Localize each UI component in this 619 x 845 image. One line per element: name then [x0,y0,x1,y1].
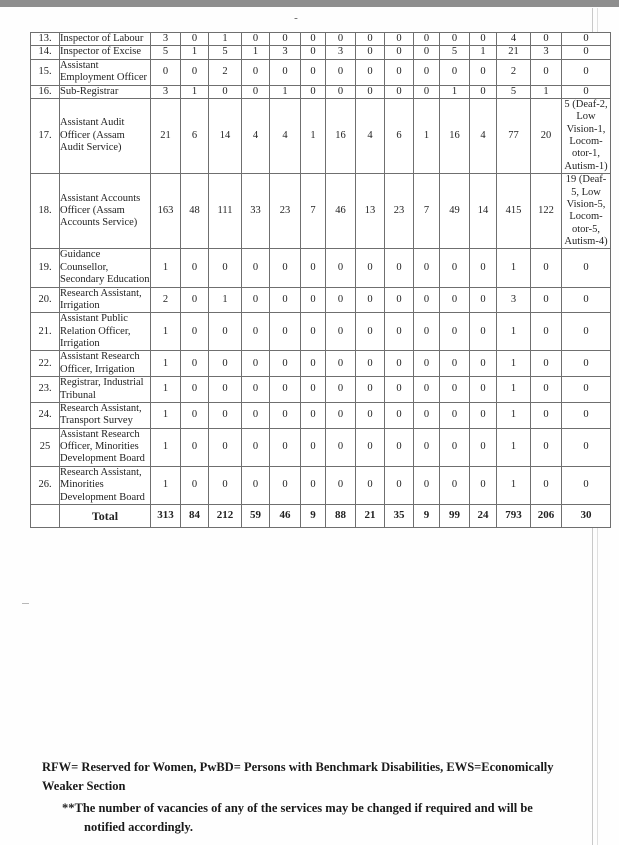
cell-value: 16 [440,98,470,173]
cell-value: 0 [531,466,562,504]
cell-value: 14 [209,98,242,173]
cell-value: 0 [270,59,301,85]
cell-value: 0 [562,85,611,98]
cell-value: 1 [181,85,209,98]
cell-value: 0 [562,351,611,377]
cell-value: 0 [531,402,562,428]
cell-value: 0 [440,313,470,351]
cell-value: 0 [209,377,242,403]
cell-value: 5 [151,46,181,59]
cell-post-name: Assistant Employment Officer [60,59,151,85]
cell-post-name: Inspector of Labour [60,33,151,46]
cell-serial-number: 14. [31,46,60,59]
cell-value: 0 [356,59,385,85]
cell-post-name: Research Assistant, Transport Survey [60,402,151,428]
cell-value: 48 [181,174,209,249]
cell-value: 30 [562,504,611,527]
table-row [31,98,611,173]
cell-value: 3 [270,46,301,59]
cell-value: 6 [181,98,209,173]
cell-value: 0 [209,249,242,287]
cell-value: 1 [151,351,181,377]
cell-value: 0 [356,33,385,46]
cell-value: 0 [414,377,440,403]
cell-value: 0 [181,249,209,287]
cell-value: 0 [562,466,611,504]
cell-value: 212 [209,504,242,527]
cell-value: 0 [470,377,497,403]
cell-value: 0 [209,85,242,98]
cell-value: 1 [497,402,531,428]
cell-value: 0 [385,59,414,85]
cell-value: 0 [470,351,497,377]
cell-value: 0 [385,428,414,466]
cell-serial-number: 15. [31,59,60,85]
cell-value: 1 [440,85,470,98]
cell-value: 0 [414,402,440,428]
cell-value: 1 [151,249,181,287]
page-margin-tick [22,603,29,604]
cell-value: 0 [385,85,414,98]
cell-value: 0 [531,313,562,351]
cell-value: 0 [242,59,270,85]
cell-value: 0 [356,402,385,428]
cell-value: 0 [301,466,326,504]
cell-value: 1 [497,377,531,403]
cell-value: 1 [497,466,531,504]
cell-value: 35 [385,504,414,527]
cell-serial-number: 13. [31,33,60,46]
cell-value: 7 [414,174,440,249]
cell-value: 0 [531,59,562,85]
table-row [31,351,611,377]
cell-value: 46 [270,504,301,527]
cell-value: 0 [414,46,440,59]
cell-value: 0 [385,351,414,377]
cell-value: 0 [385,466,414,504]
cell-value: 163 [151,174,181,249]
cell-value: 0 [242,249,270,287]
cell-value: 0 [440,287,470,313]
cell-value: 0 [440,466,470,504]
cell-value: 24 [470,504,497,527]
cell-value: 0 [326,402,356,428]
cell-value: 0 [270,287,301,313]
cell-value: 1 [470,46,497,59]
cell-value: 1 [209,33,242,46]
cell-value: 0 [440,377,470,403]
cell-value: 0 [270,33,301,46]
cell-serial-number: 21. [31,313,60,351]
cell-value: 4 [497,33,531,46]
vacancy-table-body [31,33,611,528]
cell-value: 0 [470,33,497,46]
cell-value: 0 [356,428,385,466]
cell-value: 0 [326,313,356,351]
cell-value: 0 [326,85,356,98]
cell-value: 0 [385,33,414,46]
cell-value: 0 [385,287,414,313]
cell-value: 0 [356,351,385,377]
cell-value: 0 [242,351,270,377]
cell-value: 0 [242,33,270,46]
cell-value: 1 [497,249,531,287]
cell-value: 0 [270,402,301,428]
cell-value: 0 [270,313,301,351]
cell-value: 0 [209,313,242,351]
cell-value: 0 [440,402,470,428]
cell-serial-number: 23. [31,377,60,403]
cell-value: 0 [531,287,562,313]
cell-value: 0 [414,59,440,85]
cell-value: 7 [301,174,326,249]
cell-value: 1 [497,428,531,466]
cell-value: 9 [301,504,326,527]
cell-value: 0 [326,351,356,377]
cell-value: 0 [301,249,326,287]
cell-value: 3 [151,33,181,46]
cell-value: 0 [209,402,242,428]
cell-post-name: Assistant Accounts Officer (Assam Accounts Service) [60,174,151,249]
page-top-mark: - [294,12,298,24]
cell-value: 3 [326,46,356,59]
cell-value: 0 [562,46,611,59]
cell-value: 0 [301,33,326,46]
cell-value: 0 [301,85,326,98]
cell-post-name: Assistant Research Officer, Minorities Development Board [60,428,151,466]
cell-value: 0 [385,377,414,403]
cell-value: 0 [242,428,270,466]
cell-value: 0 [326,249,356,287]
cell-value: 0 [562,249,611,287]
cell-serial-number: 19. [31,249,60,287]
cell-value: 20 [531,98,562,173]
cell-value: 0 [562,377,611,403]
cell-value: 0 [531,377,562,403]
cell-value: 0 [301,402,326,428]
cell-value: 3 [497,287,531,313]
cell-value: 6 [385,98,414,173]
cell-value: 0 [440,428,470,466]
table-row [31,59,611,85]
cell-value: 206 [531,504,562,527]
cell-value: 0 [209,351,242,377]
cell-value: 0 [470,59,497,85]
cell-value: 0 [209,466,242,504]
cell-value: 0 [242,287,270,313]
table-row [31,174,611,249]
cell-post-name: Assistant Audit Officer (Assam Audit Service) [60,98,151,173]
table-row [31,377,611,403]
cell-value: 0 [440,249,470,287]
vacancy-table [30,32,611,528]
cell-value: 415 [497,174,531,249]
cell-value: 1 [209,287,242,313]
cell-value: 99 [440,504,470,527]
cell-value: 0 [562,402,611,428]
cell-value: 0 [356,249,385,287]
cell-value: 0 [562,33,611,46]
cell-value: 1 [497,313,531,351]
cell-value: 0 [181,402,209,428]
cell-value: 4 [242,98,270,173]
cell-value: 1 [151,313,181,351]
cell-value: 0 [470,402,497,428]
cell-value: 5 [209,46,242,59]
cell-value: 1 [151,402,181,428]
cell-value: 0 [356,46,385,59]
cell-value: 0 [440,59,470,85]
cell-value: 0 [385,402,414,428]
cell-value: 0 [531,33,562,46]
table-row [31,402,611,428]
cell-value: 0 [270,351,301,377]
cell-serial-number: 26. [31,466,60,504]
cell-post-name: Assistant Public Relation Officer, Irrigation [60,313,151,351]
cell-value: 0 [470,466,497,504]
cell-value: 0 [181,428,209,466]
cell-value: 0 [414,85,440,98]
cell-value: 0 [562,313,611,351]
cell-value: 1 [497,351,531,377]
table-row-total [31,504,611,527]
cell-value: 0 [326,287,356,313]
cell-value: 0 [151,59,181,85]
cell-serial-number: 24. [31,402,60,428]
cell-value: 0 [326,33,356,46]
cell-value: 0 [414,313,440,351]
cell-value: 0 [301,377,326,403]
cell-value: 0 [414,466,440,504]
cell-value: 46 [326,174,356,249]
cell-value: 0 [414,33,440,46]
cell-value: 0 [301,428,326,466]
cell-value: 0 [270,249,301,287]
cell-serial-number: 22. [31,351,60,377]
cell-value: 0 [385,46,414,59]
cell-serial-number: 20. [31,287,60,313]
cell-value: 0 [326,59,356,85]
cell-value: 0 [356,287,385,313]
cell-value: 1 [151,428,181,466]
cell-value: 0 [531,428,562,466]
cell-value: 4 [356,98,385,173]
cell-value: 59 [242,504,270,527]
cell-value: 5 [497,85,531,98]
cell-value: 0 [242,313,270,351]
cell-value: 0 [270,466,301,504]
cell-value: 0 [181,351,209,377]
cell-value: 1 [151,377,181,403]
cell-value: 13 [356,174,385,249]
cell-value: 0 [242,377,270,403]
footnote-vacancy-note [30,799,586,838]
cell-value: 0 [385,313,414,351]
cell-post-name: Assistant Research Officer, Irrigation [60,351,151,377]
cell-value: 0 [209,428,242,466]
cell-value: 0 [301,59,326,85]
cell-value: 2 [497,59,531,85]
cell-value: 0 [326,377,356,403]
cell-value: 0 [470,428,497,466]
cell-value: 0 [242,85,270,98]
table-row [31,46,611,59]
cell-value: 1 [531,85,562,98]
cell-serial-number [31,504,60,527]
cell-value: 14 [470,174,497,249]
cell-value: 5 [440,46,470,59]
cell-value: 0 [414,287,440,313]
cell-value: 793 [497,504,531,527]
cell-serial-number: 17. [31,98,60,173]
table-row [31,466,611,504]
cell-post-name: Research Assistant, Irrigation [60,287,151,313]
cell-value: 0 [301,46,326,59]
cell-value: 0 [470,313,497,351]
cell-value: 1 [270,85,301,98]
cell-value: 0 [181,33,209,46]
cell-value: 84 [181,504,209,527]
footnote-vacancy-note-main: **The number of vacancies of any of the services may be changed if required and will be [62,800,533,815]
cell-value: 0 [301,351,326,377]
table-row [31,85,611,98]
cell-value: 0 [414,351,440,377]
cell-post-name: Research Assistant, Minorities Development Board [60,466,151,504]
footnote-vacancy-note-cont: notified accordingly. [84,820,194,835]
cell-value: 0 [470,249,497,287]
cell-value: 0 [440,33,470,46]
cell-value: 0 [440,351,470,377]
cell-value: 0 [270,377,301,403]
vacancy-table-container [30,32,608,528]
cell-post-name: Total [60,504,151,527]
cell-value: 4 [270,98,301,173]
cell-post-name: Sub-Registrar [60,85,151,98]
cell-value: 0 [356,85,385,98]
cell-value: 0 [531,249,562,287]
cell-value: 0 [531,351,562,377]
cell-value: 23 [270,174,301,249]
cell-value: 0 [414,249,440,287]
cell-post-name: Guidance Counsellor, Secondary Education [60,249,150,286]
scan-top-band [0,0,619,7]
cell-value: 0 [356,466,385,504]
cell-value: 0 [181,313,209,351]
cell-value: 1 [242,46,270,59]
cell-post-name: Registrar, Industrial Tribunal [60,377,151,403]
table-row [31,33,611,46]
cell-value: 0 [326,466,356,504]
cell-value: 77 [497,98,531,173]
cell-value: 111 [209,174,242,249]
cell-value: 0 [562,287,611,313]
cell-value: 4 [470,98,497,173]
cell-value: 0 [181,59,209,85]
cell-serial-number: 18. [31,174,60,249]
cell-value: 0 [242,402,270,428]
cell-value: 0 [270,428,301,466]
cell-value: 0 [414,428,440,466]
cell-value: 21 [151,98,181,173]
cell-value: 3 [531,46,562,59]
cell-value: 1 [301,98,326,173]
cell-value: 21 [356,504,385,527]
cell-value: 0 [385,249,414,287]
cell-value: 9 [414,504,440,527]
footnotes-block [30,758,586,838]
cell-value: 0 [181,377,209,403]
table-row [31,249,611,287]
cell-value: 88 [326,504,356,527]
cell-value: 0 [242,466,270,504]
cell-value: 0 [470,287,497,313]
cell-value: 122 [531,174,562,249]
table-row [31,313,611,351]
cell-value: 0 [470,85,497,98]
cell-value: 1 [151,466,181,504]
cell-value: 0 [562,428,611,466]
cell-value: 49 [440,174,470,249]
cell-value: 21 [497,46,531,59]
cell-value: 1 [414,98,440,173]
cell-value: 0 [356,377,385,403]
cell-value: 0 [181,466,209,504]
cell-post-name: Inspector of Excise [60,46,151,59]
table-row [31,287,611,313]
cell-value: 33 [242,174,270,249]
cell-value: 313 [151,504,181,527]
cell-value: 23 [385,174,414,249]
cell-value: 2 [209,59,242,85]
cell-value: 19 (Deaf-5, Low Vision-5, Locom-otor-5, Autism-4) [562,174,611,249]
cell-value: 0 [301,287,326,313]
footnote-abbreviations: RFW= Reserved for Women, PwBD= Persons with Benchmark Disabilities, EWS=Economically Weaker Section [42,760,554,794]
table-row [31,428,611,466]
cell-value: 2 [151,287,181,313]
cell-value: 1 [181,46,209,59]
cell-serial-number: 16. [31,85,60,98]
cell-value: 0 [301,313,326,351]
cell-serial-number: 25 [31,428,60,466]
cell-value: 3 [151,85,181,98]
cell-value: 0 [562,59,611,85]
cell-value: 0 [181,287,209,313]
cell-value: 0 [326,428,356,466]
cell-value: 16 [326,98,356,173]
cell-value: 0 [356,313,385,351]
cell-value: 5 (Deaf-2, Low Vision-1, Locom-otor-1, Autism-1) [562,98,611,173]
